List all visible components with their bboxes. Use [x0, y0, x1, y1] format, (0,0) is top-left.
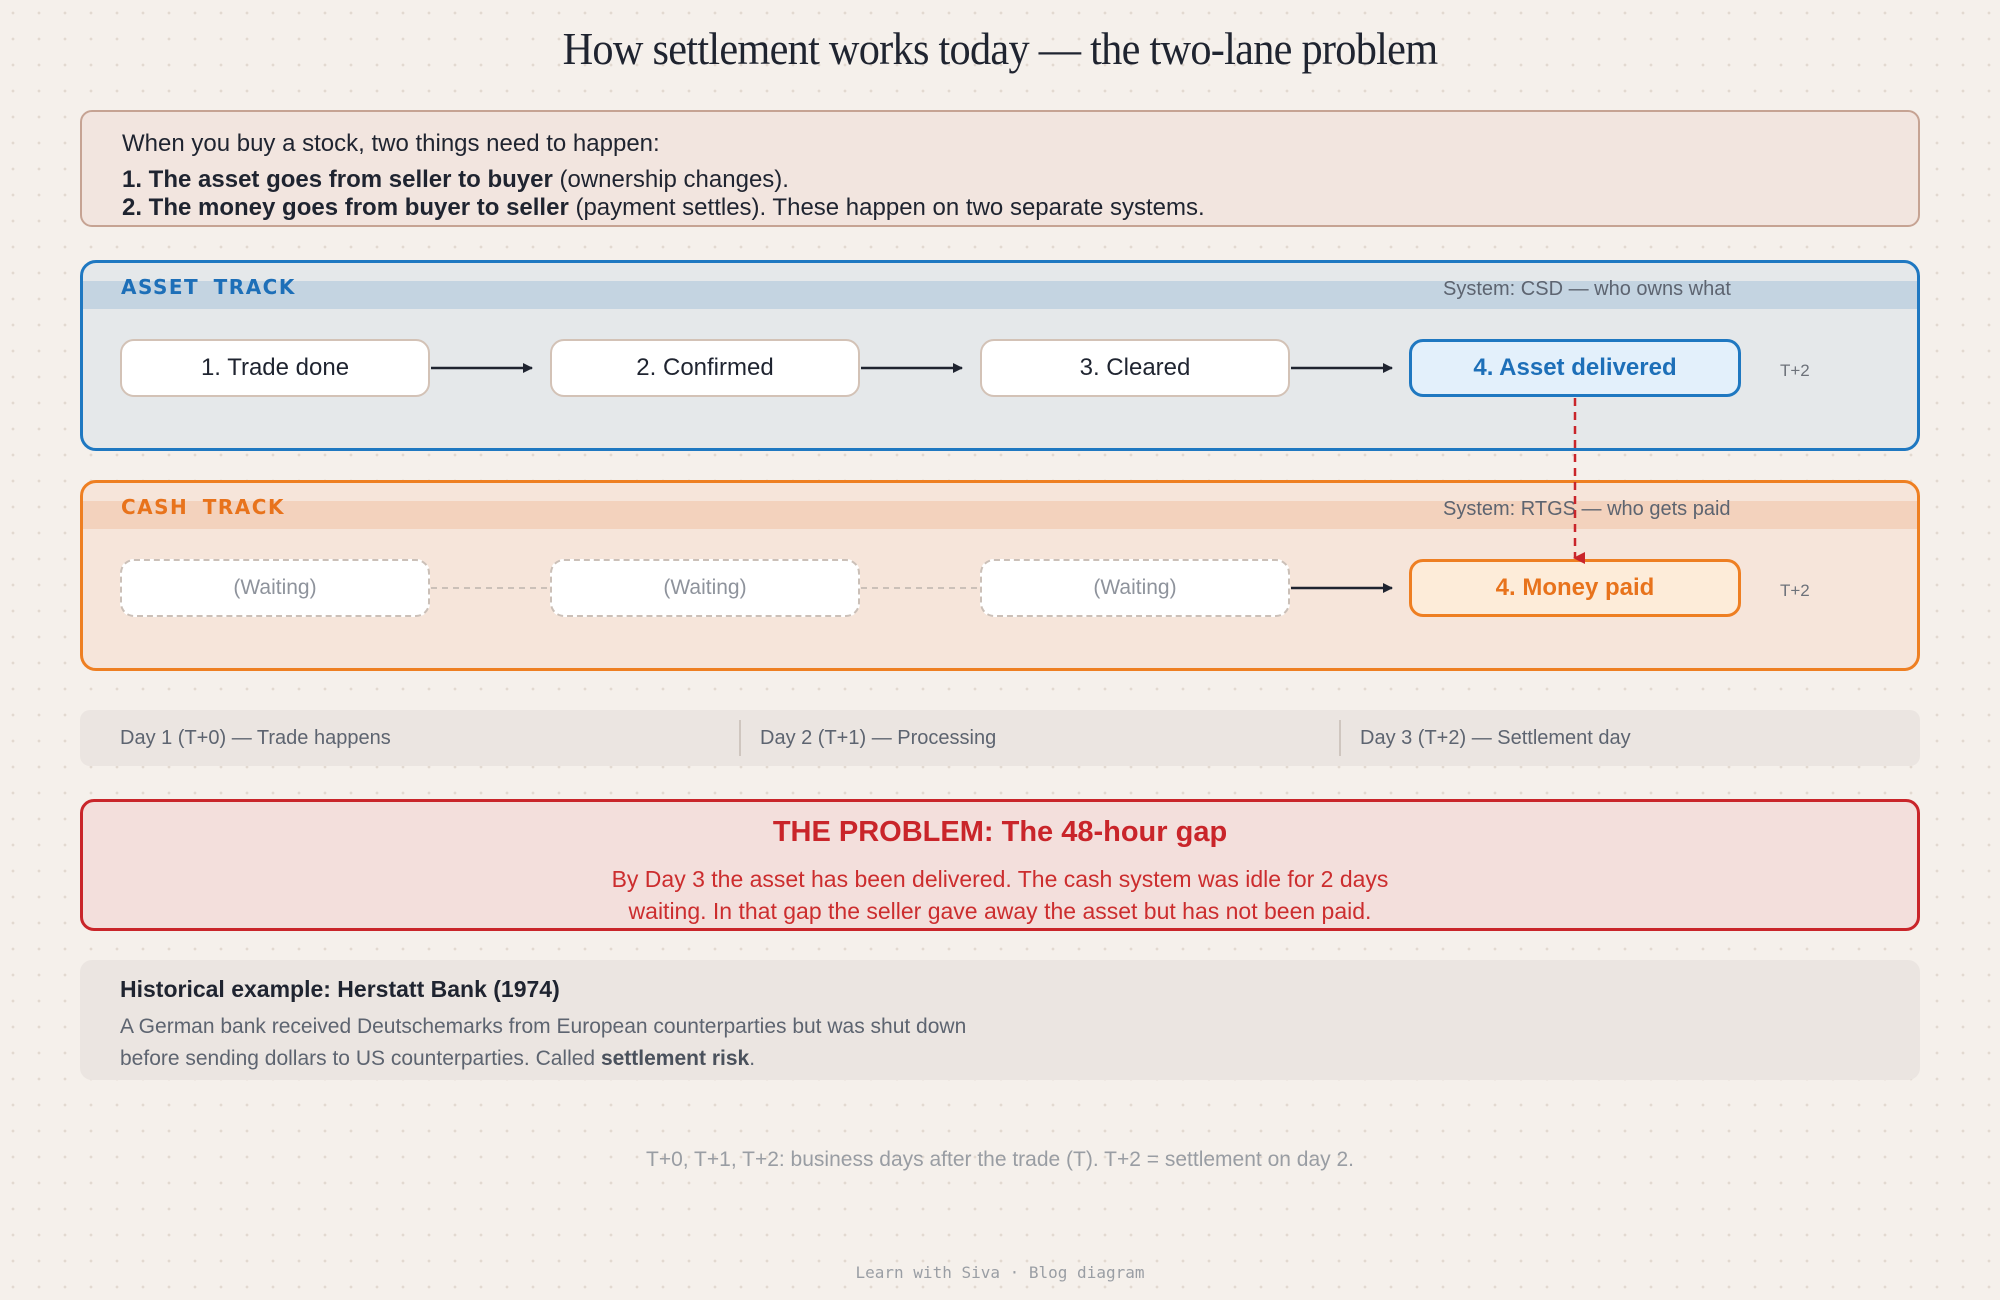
historical-line-2-post: .: [749, 1047, 756, 1070]
problem-heading: THE PROBLEM: The 48-hour gap: [772, 816, 1228, 848]
asset-step-trade-done: 1. Trade done: [120, 339, 430, 397]
day-timeline-bar: [80, 710, 1920, 766]
day-1-label: Day 1 (T+0) — Trade happens: [120, 727, 391, 749]
intro-item-1-bold: 1. The asset goes from seller to buyer: [122, 166, 553, 193]
asset-step-delivered: 4. Asset delivered: [1409, 339, 1741, 397]
intro-item-2-rest: (payment settles). These happen on two separate systems.: [568, 194, 1205, 221]
asset-system-label: System: CSD — who owns what: [1443, 278, 1731, 300]
day-divider-1: [739, 720, 741, 756]
problem-line-2: waiting. In that gap the seller gave away the asset but has not been paid.: [628, 898, 1372, 924]
problem-line-1: By Day 3 the asset has been delivered. The cash system was idle for 2 days: [611, 866, 1389, 892]
historical-example-box: [80, 960, 1920, 1080]
intro-line: When you buy a stock, two things need to happen:: [122, 130, 660, 157]
day-divider-2: [1339, 720, 1341, 756]
cash-step-waiting-3: (Waiting): [980, 559, 1290, 617]
asset-track-label: ASSET TRACK: [121, 275, 296, 299]
cash-step-waiting-1: (Waiting): [120, 559, 430, 617]
cash-step-waiting-2: (Waiting): [550, 559, 860, 617]
cash-track-label: CASH TRACK: [121, 495, 285, 519]
intro-item-2-bold: 2. The money goes from buyer to seller: [122, 194, 569, 221]
problem-box: [80, 799, 1920, 931]
historical-example-body: [120, 1011, 1120, 1075]
cash-system-label: System: RTGS — who gets paid: [1443, 498, 1731, 520]
cash-t2-label: T+2: [1780, 581, 1810, 600]
day-2-label: Day 2 (T+1) — Processing: [760, 727, 997, 749]
historical-line-2-pre: before sending dollars to US counterparties. Called: [120, 1047, 601, 1070]
problem-body: [83, 863, 1917, 927]
day-3-label: Day 3 (T+2) — Settlement day: [1360, 727, 1631, 749]
asset-step-confirmed: 2. Confirmed: [550, 339, 860, 397]
intro-item-1-rest: (ownership changes).: [552, 166, 789, 193]
asset-t2-label: T+2: [1780, 361, 1810, 380]
footer-credit: Learn with Siva · Blog diagram: [855, 1263, 1145, 1282]
footnote: T+0, T+1, T+2: business days after the trade (T). T+2 = settlement on day 2.: [646, 1148, 1354, 1171]
historical-example-heading: Historical example: Herstatt Bank (1974): [120, 976, 560, 1002]
historical-line-1: A German bank received Deutschemarks from European counterparties but was shut down: [120, 1015, 967, 1038]
asset-step-cleared: 3. Cleared: [980, 339, 1290, 397]
historical-line-2: [120, 1043, 1120, 1075]
page-title: How settlement works today — the two-lane problem: [562, 23, 1438, 74]
cash-step-money-paid: 4. Money paid: [1409, 559, 1741, 617]
settlement-risk-term: settlement risk: [600, 1047, 750, 1070]
